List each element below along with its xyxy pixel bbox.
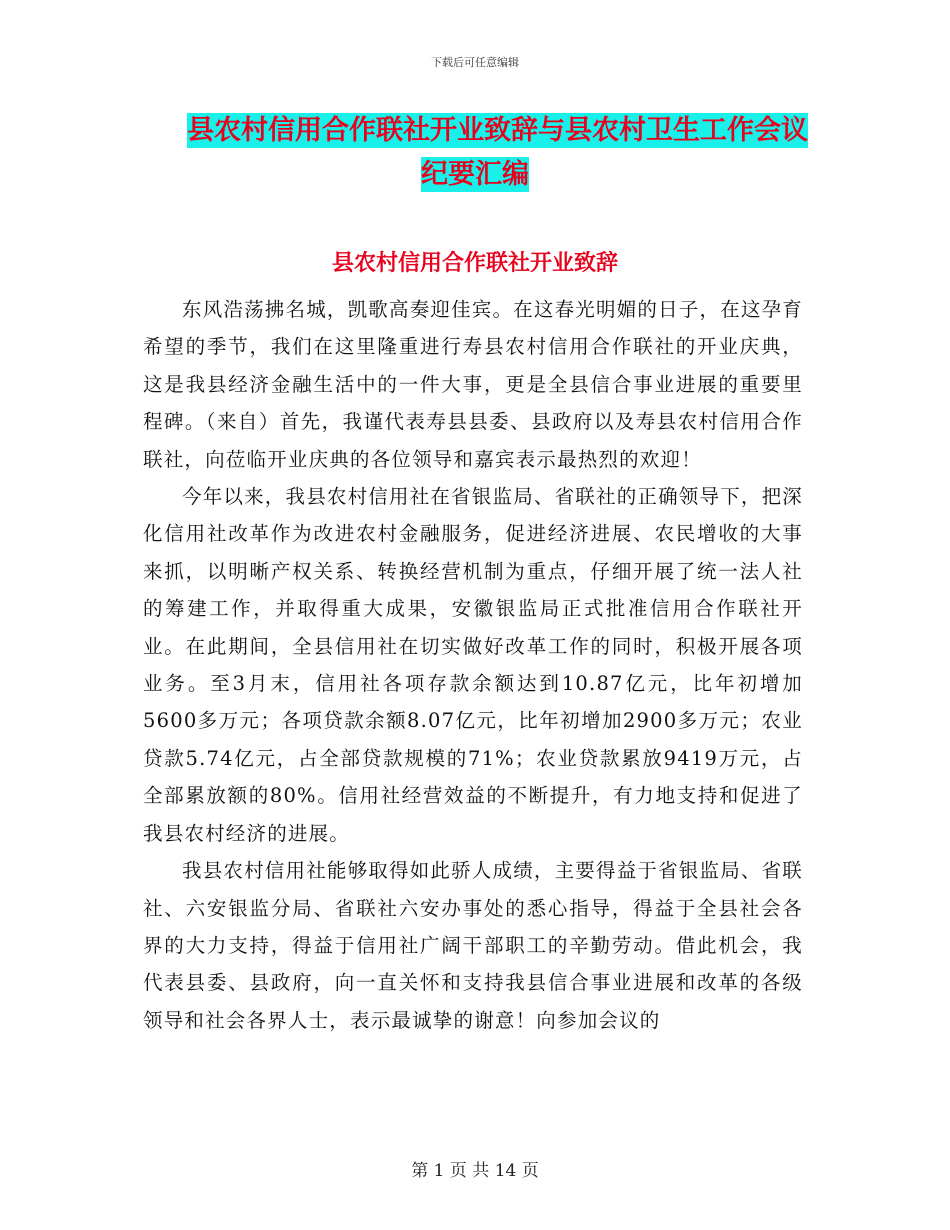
body-text xyxy=(143,291,803,1039)
header-note: 下载后可任意编辑 xyxy=(431,56,519,69)
document-title-line-1 xyxy=(0,112,950,150)
paragraph-1: 东风浩荡拂名城，凯歌高奏迎佳宾。在这春光明媚的日子，在这孕育希望的季节，我们在这里隆重进行寿县农村信用合作联社的开业庆典，这是我县经济金融生活中的一件大事，更是全县信合事业进展的重要里程碑。（来自）首先，我谨代表寿县县委、县政府以及寿县农村信用合作联社，向莅临开业庆典的各位领导和嘉宾表示最热烈的欢迎！ xyxy=(143,298,804,471)
paragraph-3: 我县农村信用社能够取得如此骄人成绩，主要得益于省银监局、省联社、六安银监分局、省联社六安办事处的悉心指导，得益于全县社会各界的大力支持，得益于信用社广阔干部职工的辛勤劳动。借此机会，我代表县委、县政府，向一直关怀和支持我县信合事业进展和改革的各级领导和社会各界人士，表示最诚挚的谢意！向参加会议的 xyxy=(143,859,804,1032)
document-title-text-2: 纪要汇编 xyxy=(421,159,529,190)
paragraph-2: 今年以来，我县农村信用社在省银监局、省联社的正确领导下，把深化信用社改革作为改进农村金融服务，促进经济进展、农民增收的大事来抓，以明晰产权关系、转换经营机制为重点，仔细开展了统一法人社的筹建工作，并取得重大成果，安徽银监局正式批准信用合作联社开业。在此期间，全县信用社在切实做好改革工作的同时，积极开展各项业务。至3月末，信用社各项存款余额达到10.87亿元，比年初增加5600多万元；各项贷款余额8.07亿元，比年初增加2900多万元；农业贷款5.74亿元，占全部贷款规模的71%；农业贷款累放9419万元，占全部累放额的80%。信用社经营效益的不断提升，有力地支持和促进了我县农村经济的进展。 xyxy=(143,485,804,845)
section-title: 县农村信用合作联社开业致辞 xyxy=(331,251,618,276)
document-title-line-2 xyxy=(0,156,950,194)
page-number-footer: 第 1 页 共 14 页 xyxy=(411,1161,539,1181)
document-title-text-1: 县农村信用合作联社开业致辞与县农村卫生工作会议 xyxy=(187,115,808,146)
